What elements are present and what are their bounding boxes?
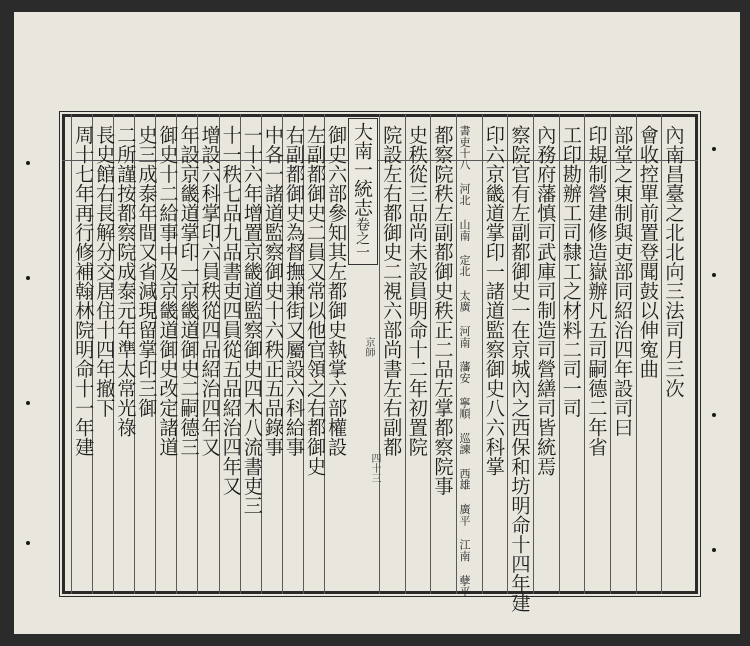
text-column: 印規制營建修造嶽辦凡五司嗣德二年省 bbox=[585, 125, 609, 457]
column-rule bbox=[405, 114, 406, 594]
column-rule bbox=[661, 114, 662, 594]
location-label: 京師 bbox=[363, 337, 374, 357]
text-column: 左副都御史二員又常以他官領之右都御史 bbox=[304, 125, 328, 476]
stitch-mark bbox=[26, 276, 30, 280]
stitch-mark bbox=[712, 548, 716, 552]
text-column: 年設京畿道掌印一京畿道御史二嗣德三 bbox=[177, 125, 201, 457]
text-column: 右副都御史為督撫兼街又屬設六科給事 bbox=[282, 125, 306, 457]
column-rule bbox=[482, 114, 483, 594]
column-rule bbox=[559, 114, 560, 594]
text-column: 內務府藩慎司武庫司制造司營繕司皆統焉 bbox=[534, 125, 558, 476]
text-column: 都察院秩左副都御史秩正二品左掌都察院事 bbox=[431, 125, 455, 496]
stitch-mark bbox=[712, 273, 716, 277]
column-rule bbox=[507, 114, 508, 594]
column-rule bbox=[584, 114, 585, 594]
text-column: 會收控單前置登聞鼓以伸寃曲 bbox=[636, 125, 660, 379]
column-rule bbox=[533, 114, 534, 594]
stitch-mark bbox=[712, 413, 716, 417]
column-rule bbox=[456, 114, 457, 594]
text-column: 書吏十八 河北 山南 定北 太廣 河南 藩安 寧順 巡諫 西雄 廣平 江南 孽平 bbox=[458, 125, 471, 597]
column-rule bbox=[430, 114, 431, 594]
text-column: 增設六科掌印六員秩從四品紹治四年又 bbox=[198, 125, 222, 457]
text-column: 御史十二給事中及京畿道御史改定諸道 bbox=[156, 125, 180, 457]
text-column: 史三成泰年間又省減現留掌印三御 bbox=[135, 125, 159, 418]
column-rule bbox=[71, 114, 72, 594]
text-column: 十一秩七品九品書吏四員從五品紹治四年又 bbox=[219, 125, 243, 496]
stitch-mark bbox=[26, 541, 30, 545]
text-column: 院設左右都御史二視六部尚書左右副都 bbox=[380, 125, 404, 457]
text-column: 部堂之東制與吏部同紹治四年設司曰 bbox=[611, 125, 635, 437]
stitch-mark bbox=[712, 147, 716, 151]
text-column: 察院官有左副都御史一在京城內之西保和坊明命十四年建 bbox=[508, 125, 532, 613]
text-column: 工印勘辦工司隸工之材料二司一司 bbox=[559, 125, 583, 418]
column-rule bbox=[610, 114, 611, 594]
text-column: 史秩從三品尚未設員明命十二年初置院 bbox=[405, 125, 429, 457]
text-column: 周十七年再行修補翰林院明命十一年建 bbox=[72, 125, 96, 457]
stitch-mark bbox=[26, 161, 30, 165]
text-column: 御史六部參知其左都御史執掌六部權設 bbox=[325, 125, 349, 457]
book-title: 大南一統志卷之一 bbox=[351, 122, 373, 259]
column-rule bbox=[636, 114, 637, 594]
text-column: 內南昌臺之北北向三法司月三次 bbox=[662, 125, 686, 398]
text-column: 二所謹按都察院成泰元年準太常光祿 bbox=[114, 125, 138, 437]
text-column: 一十六年增置京畿道監察御史四木八流書吏三 bbox=[240, 125, 264, 515]
text-column: 長史館右長解分交居住十四年撤下 bbox=[93, 125, 117, 418]
stitch-mark bbox=[26, 401, 30, 405]
text-column: 中各一諸道監察御史十六秩正五品錄事 bbox=[261, 125, 285, 457]
page-number: 四十三 bbox=[369, 453, 380, 483]
column-rule bbox=[379, 114, 380, 594]
text-column: 印六京畿道掌印一諸道監察御史八六科掌 bbox=[482, 125, 506, 476]
